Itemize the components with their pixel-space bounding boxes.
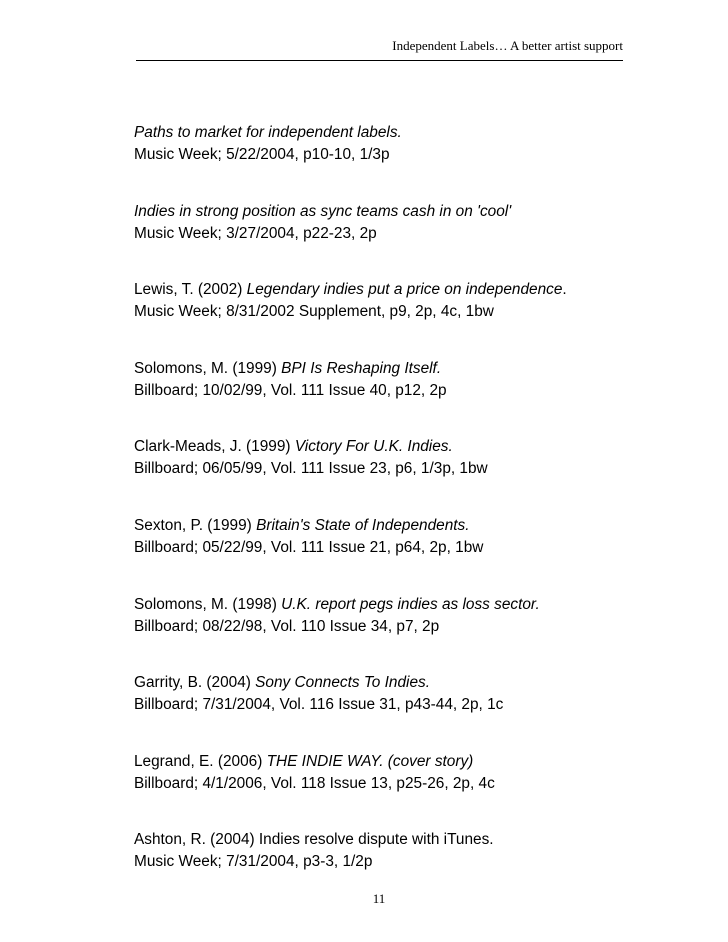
reference-source: Billboard; 05/22/99, Vol. 111 Issue 21, p64, 2p, 1bw bbox=[134, 538, 484, 556]
reference-title-suffix: . bbox=[562, 281, 567, 299]
reference-source: Music Week; 3/27/2004, p22-23, 2p bbox=[134, 224, 377, 242]
reference-list bbox=[134, 122, 654, 908]
reference-item bbox=[134, 829, 654, 873]
reference-source: Music Week; 8/31/2002 Supplement, p9, 2p, 4c, 1bw bbox=[134, 303, 494, 321]
reference-title: Sony Connects To Indies. bbox=[255, 674, 430, 692]
reference-item bbox=[134, 122, 654, 166]
reference-citation-line bbox=[134, 829, 654, 851]
reference-citation-line bbox=[134, 751, 654, 773]
reference-citation-line bbox=[134, 672, 654, 694]
reference-citation-line bbox=[134, 279, 654, 301]
reference-citation-line bbox=[134, 122, 654, 144]
reference-title: BPI Is Reshaping Itself. bbox=[281, 359, 442, 377]
reference-item bbox=[134, 594, 654, 638]
reference-item bbox=[134, 358, 654, 402]
reference-title: THE INDIE WAY. (cover story) bbox=[266, 752, 474, 770]
reference-title: Paths to market for independent labels. bbox=[134, 124, 402, 141]
reference-item bbox=[134, 751, 654, 795]
reference-title: Indies in strong position as sync teams cash in on 'cool' bbox=[134, 202, 512, 220]
reference-source: Billboard; 4/1/2006, Vol. 118 Issue 13, p25-26, 2p, 4c bbox=[134, 774, 495, 792]
reference-author: Legrand, E. (2006) bbox=[134, 752, 263, 770]
reference-author: Ashton, R. (2004) Indies resolve dispute with iTunes. bbox=[134, 831, 494, 849]
reference-citation-line bbox=[134, 515, 654, 537]
running-header bbox=[136, 38, 623, 61]
reference-item bbox=[134, 436, 654, 480]
reference-author: Clark-Meads, J. (1999) bbox=[134, 438, 291, 456]
reference-item bbox=[134, 201, 654, 245]
reference-source: Billboard; 7/31/2004, Vol. 116 Issue 31, p43-44, 2p, 1c bbox=[134, 696, 504, 714]
reference-source: Music Week; 5/22/2004, p10-10, 1/3p bbox=[134, 146, 390, 163]
reference-citation-line bbox=[134, 436, 654, 458]
reference-title: U.K. report pegs indies as loss sector. bbox=[281, 595, 540, 613]
reference-source: Billboard; 10/02/99, Vol. 111 Issue 40, p12, 2p bbox=[134, 381, 447, 399]
reference-author: Lewis, T. (2002) bbox=[134, 281, 243, 299]
reference-title: Legendary indies put a price on independence bbox=[246, 281, 563, 299]
reference-citation-line bbox=[134, 201, 654, 223]
reference-item bbox=[134, 672, 654, 716]
reference-item bbox=[134, 279, 654, 323]
reference-source: Billboard; 08/22/98, Vol. 110 Issue 34, p7, 2p bbox=[134, 617, 440, 635]
reference-author: Garrity, B. (2004) bbox=[134, 674, 251, 692]
page-number: 11 bbox=[372, 891, 386, 906]
reference-title: Victory For U.K. Indies. bbox=[294, 438, 453, 456]
reference-item bbox=[134, 515, 654, 559]
reference-source: Billboard; 06/05/99, Vol. 111 Issue 23, p6, 1/3p, 1bw bbox=[134, 460, 488, 478]
reference-author: Sexton, P. (1999) bbox=[134, 516, 252, 534]
reference-source: Music Week; 7/31/2004, p3-3, 1/2p bbox=[134, 853, 373, 871]
reference-author: Solomons, M. (1998) bbox=[134, 595, 277, 613]
reference-title: Britain's State of Independents. bbox=[256, 516, 470, 534]
reference-citation-line bbox=[134, 358, 654, 380]
reference-author: Solomons, M. (1999) bbox=[134, 359, 277, 377]
reference-citation-line bbox=[134, 594, 654, 616]
running-header-title: Independent Labels… A better artist support bbox=[392, 38, 623, 53]
